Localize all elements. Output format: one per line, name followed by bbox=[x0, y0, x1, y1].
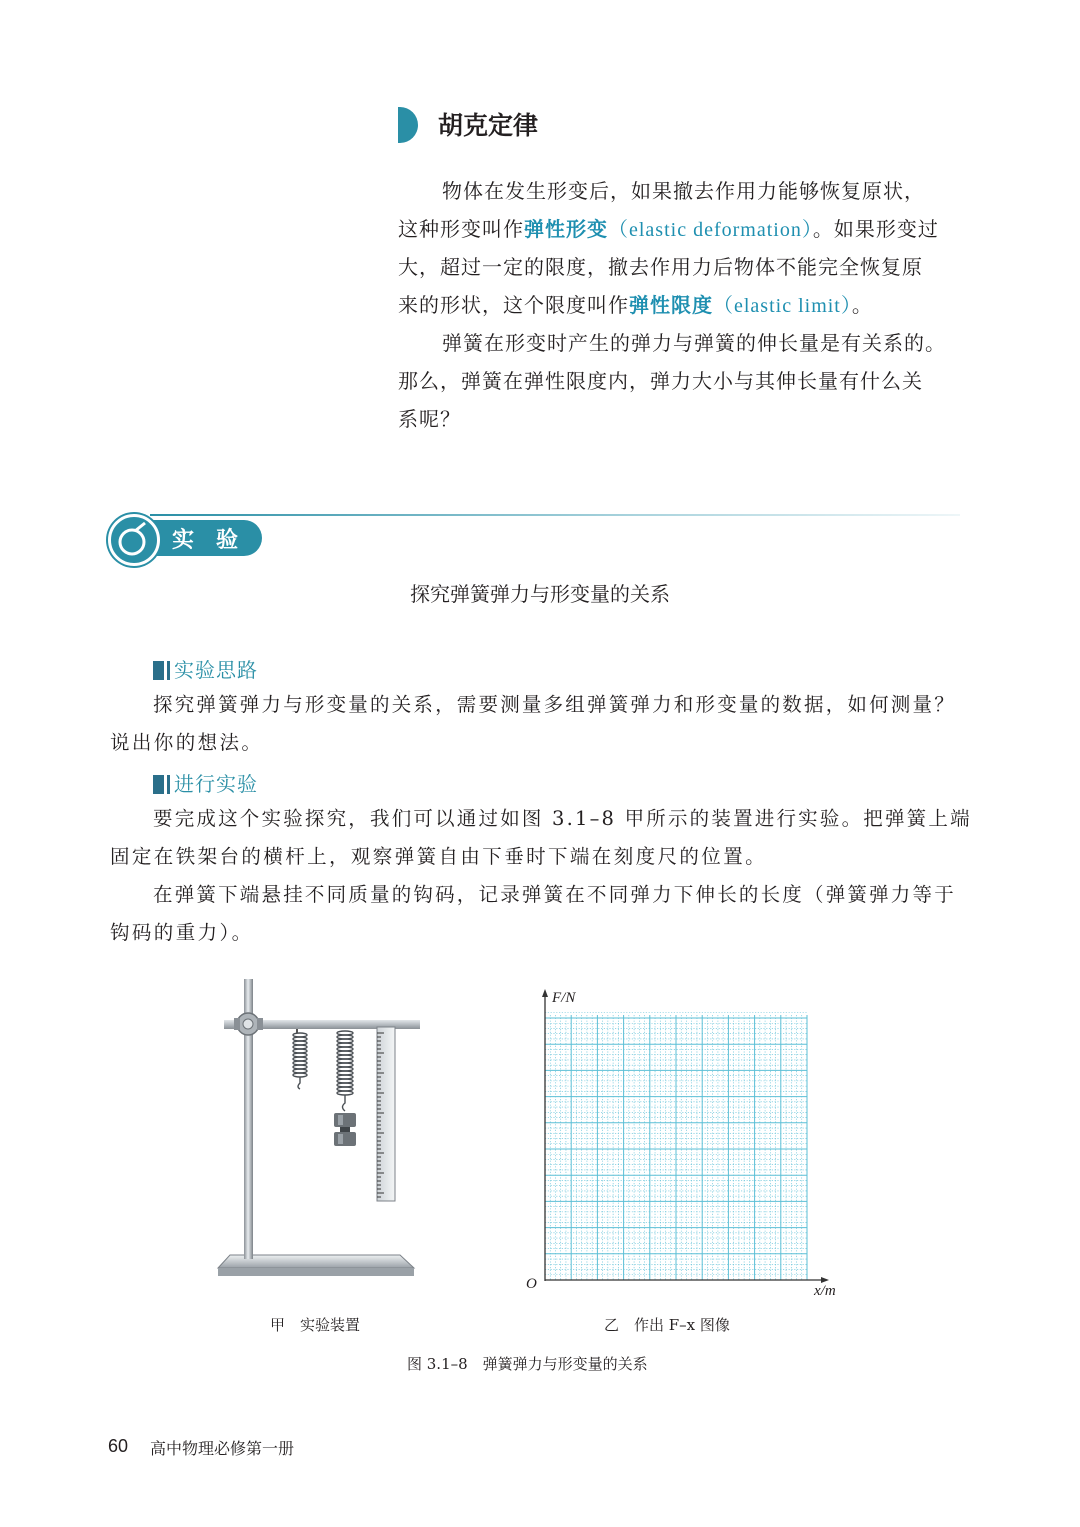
idea-line1: 探究弹簧弹力与形变量的关系，需要测量多组弹簧弹力和形变量的数据，如何测量？ bbox=[153, 693, 956, 716]
graph-origin: O bbox=[526, 1276, 537, 1292]
para1-line2 bbox=[398, 210, 939, 249]
para2-line1: 弹簧在形变时产生的弹力与弹簧的伸长量是有关系的。 bbox=[442, 331, 946, 355]
text: 。 bbox=[851, 293, 873, 317]
text: 这种形变叫作 bbox=[398, 217, 524, 241]
term-elastic-deformation-en: （elastic deformation） bbox=[608, 219, 813, 241]
y-axis-arrow-icon bbox=[542, 989, 548, 997]
apparatus-illustration bbox=[200, 975, 440, 1300]
term-elastic-limit: 弹性限度 bbox=[629, 293, 713, 317]
heading-marker-icon bbox=[398, 107, 418, 143]
idea-heading bbox=[153, 654, 258, 683]
para2-line3: 系呢？ bbox=[398, 407, 461, 431]
banner-rule bbox=[150, 514, 960, 516]
caption-apparatus: 甲 实验装置 bbox=[270, 1316, 361, 1334]
book-title: 高中物理必修第一册 bbox=[150, 1439, 295, 1458]
procedure-heading bbox=[153, 768, 258, 797]
para2-line2: 那么，弹簧在弹性限度内，弹力大小与其伸长量有什么关 bbox=[398, 369, 923, 393]
f-x-graph bbox=[520, 985, 850, 1305]
spring-1 bbox=[293, 1033, 307, 1089]
para1-line1: 物体在发生形变后，如果撤去作用力能够恢复原状， bbox=[442, 179, 925, 203]
banner-label: 实验 bbox=[172, 528, 261, 553]
section-title: 胡克定律 bbox=[438, 111, 539, 140]
experiment-title: 探究弹簧弹力与形变量的关系 bbox=[410, 582, 670, 606]
hook-weights bbox=[334, 1113, 356, 1146]
y-axis-label: F/N bbox=[552, 990, 576, 1006]
caption-graph: 乙 作出 F–x 图像 bbox=[604, 1316, 730, 1334]
page-number: 60 bbox=[108, 1436, 129, 1456]
para1-line3: 大，超过一定的限度，撤去作用力后物体不能完全恢复原 bbox=[398, 255, 923, 279]
term-elastic-limit-en: （elastic limit） bbox=[713, 295, 852, 317]
procedure-line2: 固定在铁架台的横杆上，观察弹簧自由下垂时下端在刻度尺的位置。 bbox=[110, 845, 768, 868]
text: 来的形状，这个限度叫作 bbox=[398, 293, 629, 317]
procedure-heading-text: 进行实验 bbox=[174, 772, 258, 796]
procedure-line1: 要完成这个实验探究，我们可以通过如图 3.1–8 甲所示的装置进行实验。把弹簧上端 bbox=[153, 807, 972, 830]
idea-line2: 说出你的想法。 bbox=[110, 731, 264, 754]
figure-caption: 图 3.1–8 弹簧弹力与形变量的关系 bbox=[407, 1355, 648, 1373]
para1-line4 bbox=[398, 286, 873, 325]
term-elastic-deformation: 弹性形变 bbox=[524, 217, 608, 241]
procedure-line4: 钩码的重力）。 bbox=[110, 921, 254, 944]
x-axis-label: x/m bbox=[814, 1283, 836, 1299]
heading-bar-icon bbox=[153, 775, 167, 794]
text: 。如果形变过 bbox=[812, 217, 939, 241]
flask-icon bbox=[108, 514, 160, 566]
ruler bbox=[377, 1027, 395, 1201]
idea-heading-text: 实验思路 bbox=[174, 658, 258, 682]
procedure-line3: 在弹簧下端悬挂不同质量的钩码，记录弹簧在不同弹力下伸长的长度（弹簧弹力等于 bbox=[153, 883, 956, 906]
spring-2 bbox=[337, 1031, 353, 1111]
heading-bar-icon bbox=[153, 661, 167, 680]
